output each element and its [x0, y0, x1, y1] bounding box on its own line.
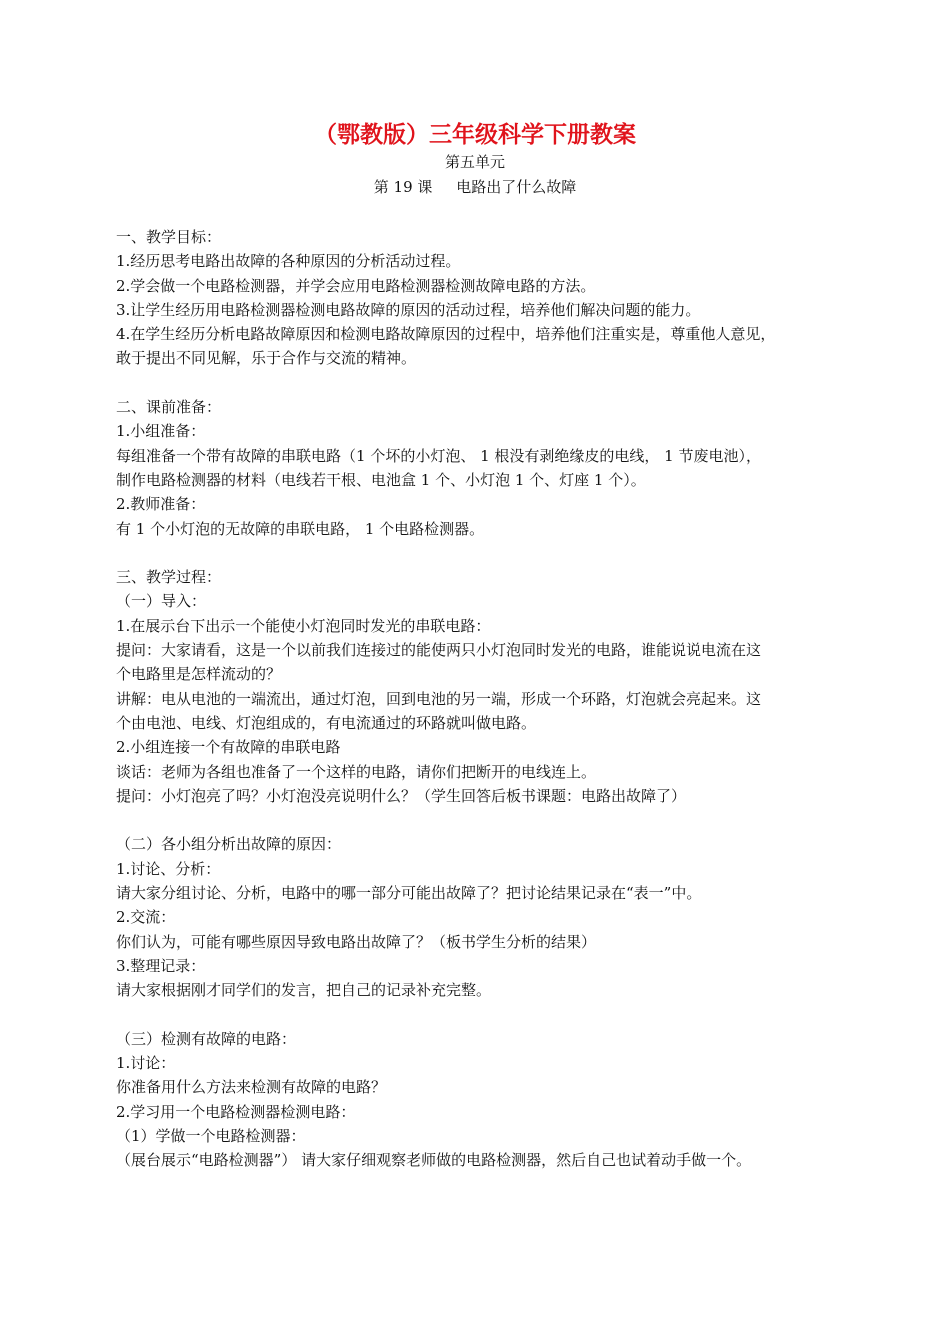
paragraph-line: 2.学习用一个电路检测器检测电路：: [116, 1102, 356, 1121]
paragraph-line: 1.经历思考电路出故障的各种原因的分析活动过程。: [116, 252, 461, 271]
document-title: （鄂教版）三年级科学下册教案: [314, 122, 636, 148]
spacer: [116, 541, 846, 565]
paragraph-line: 1.讨论：: [116, 1054, 176, 1073]
paragraph-line: 3.整理记录：: [116, 956, 206, 975]
paragraph-line: 提问：小灯泡亮了吗？小灯泡没亮说明什么？（学生回答后板书课题：电路出故障了）: [116, 786, 687, 805]
section-prep: [116, 395, 846, 541]
section-heading: 一、教学目标：: [116, 228, 222, 246]
paragraph-line: 1.小组准备：: [116, 422, 206, 441]
paragraph-line: （1）学做一个电路检测器：: [116, 1126, 306, 1145]
spacer: [116, 371, 846, 395]
paragraph-line: 敢于提出不同见解，乐于合作与交流的精神。: [116, 349, 417, 368]
section-process: [116, 565, 846, 1172]
paragraph-line: 个电路里是怎样流动的？: [116, 665, 282, 684]
paragraph-line: 每组准备一个带有故障的串联电路（1 个坏的小灯泡、 1 根没有剥绝缘皮的电线， 1 节废电池），: [116, 446, 761, 465]
paragraph-line: 你准备用什么方法来检测有故障的电路？: [116, 1078, 387, 1097]
paragraph-line: 1.讨论、分析：: [116, 859, 221, 878]
document-body: [116, 225, 846, 1173]
paragraph-line: 讲解：电从电池的一端流出，通过灯泡，回到电池的另一端，形成一个环路，灯泡就会亮起来。这: [116, 689, 762, 708]
paragraph-line: 2.交流：: [116, 908, 176, 927]
spacer: [116, 808, 846, 832]
section-heading: 二、课前准备：: [116, 398, 222, 417]
paragraph-line: 请大家分组讨论、分析，电路中的哪一部分可能出故障了？把讨论结果记录在“表一”中。: [116, 884, 702, 903]
subsection-heading: （一）导入：: [116, 592, 207, 611]
section-goals: [116, 225, 846, 371]
subsection-heading: （二）各小组分析出故障的原因：: [116, 835, 342, 854]
paragraph-line: 请大家根据刚才同学们的发言，把自己的记录补充完整。: [116, 981, 492, 1000]
paragraph-line: （展台展示“电路检测器”） 请大家仔细观察老师做的电路检测器，然后自己也试着动手做一个。: [116, 1151, 752, 1170]
paragraph-line: 2.小组连接一个有故障的串联电路: [116, 738, 341, 757]
subsection-heading: （三）检测有故障的电路：: [116, 1029, 297, 1048]
spacer: [116, 1003, 846, 1027]
paragraph-line: 制作电路检测器的材料（电线若干根、电池盒 1 个、小灯泡 1 个、灯座 1 个）。: [116, 470, 646, 489]
paragraph-line: 3.让学生经历用电路检测器检测电路故障的原因的活动过程，培养他们解决问题的能力。: [116, 300, 701, 319]
paragraph-line: 有 1 个小灯泡的无故障的串联电路， 1 个电路检测器。: [116, 519, 485, 538]
unit-heading: 第五单元: [444, 153, 505, 171]
paragraph-line: 2.学会做一个电路检测器，并学会应用电路检测器检测故障电路的方法。: [116, 276, 596, 295]
paragraph-line: 2.教师准备：: [116, 495, 206, 514]
lesson-heading: 第 19 课 电路出了什么故障: [373, 178, 577, 196]
paragraph-line: 提问：大家请看，这是一个以前我们连接过的能使两只小灯泡同时发光的电路，谁能说说电流在这: [116, 641, 762, 660]
paragraph-line: 谈话：老师为各组也准备了一个这样的电路，请你们把断开的电线连上。: [116, 762, 597, 781]
paragraph-line: 你们认为，可能有哪些原因导致电路出故障了？（板书学生分析的结果）: [116, 932, 597, 951]
paragraph-line: 4.在学生经历分析电路故障原因和检测电路故障原因的过程中，培养他们注重实是，尊重他人意见，: [116, 325, 776, 344]
paragraph-line: 个由电池、电线、灯泡组成的，有电流通过的环路就叫做电路。: [116, 713, 537, 732]
paragraph-line: 1.在展示台下出示一个能使小灯泡同时发光的串联电路：: [116, 616, 491, 635]
section-heading: 三、教学过程：: [116, 568, 222, 587]
